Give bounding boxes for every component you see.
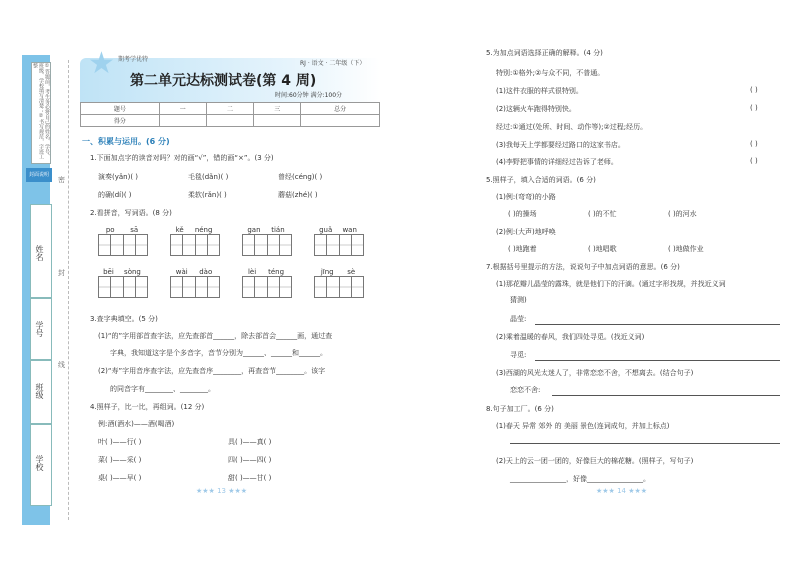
q7-item: (3)西湖的风光太迷人了，非常恋恋不舍，不想离去。(结合句子)	[496, 369, 694, 377]
question-3: 3.查字典填空。(5 分)	[90, 315, 158, 323]
binding-line	[68, 60, 69, 520]
pinyin-grid[interactable]	[314, 268, 364, 298]
answer-paren[interactable]: ( )	[750, 157, 758, 165]
score-cell[interactable]	[301, 115, 380, 127]
pinyin-syllable: tián	[271, 226, 285, 234]
pinyin-grid[interactable]	[242, 226, 292, 256]
pinyin-syllable: dào	[199, 268, 213, 276]
q5-item: (1)这件衣服的样式很特别。	[496, 87, 583, 95]
q4-example: 例:酒(酒水)——酒(喝酒)	[98, 420, 175, 428]
q7-item: (2)乘着温暖的春风，我们四处寻觅。(找近义词)	[496, 333, 645, 341]
brand-text: 期考学优特	[118, 56, 149, 63]
q6-example: (1)例:(弯弯)的小路	[496, 193, 556, 201]
answer-paren[interactable]: ( )	[750, 104, 758, 112]
score-header-cell: 题号	[81, 103, 160, 115]
q3-line: (1)“的”字用部首查字法，应先查部首______，除去部首会______画，通过查	[98, 332, 333, 340]
subject-meta: RJ · 语文 · 二年级（下）	[300, 60, 366, 67]
score-header-cell: 一	[159, 103, 206, 115]
q1-item: 演奏(yǎn)( )	[98, 173, 139, 181]
pinyin-syllable: sā	[130, 226, 139, 234]
score-row-label: 得分	[81, 115, 160, 127]
question-2: 2.看拼音，写词语。(8 分)	[90, 209, 172, 217]
q1-item: 柔软(rǎn)( )	[188, 191, 227, 199]
q3-line: 的同音字有________、________。	[110, 385, 215, 393]
answer-line[interactable]	[510, 443, 780, 444]
score-cell[interactable]	[159, 115, 206, 127]
name-field-box	[30, 204, 52, 298]
answer-line[interactable]	[535, 360, 780, 361]
class-label: 班级	[35, 383, 44, 399]
q4-item: 桌( )——早( )	[98, 474, 142, 482]
q1-item: 蘑菇(zhé)( )	[278, 191, 318, 199]
q1-item: 毛毯(dǎn)( )	[188, 173, 229, 181]
q6-item[interactable]: ( )的河水	[668, 210, 697, 218]
q1-item: 曾经(céng)( )	[278, 173, 323, 181]
pinyin-syllable: wài	[175, 268, 188, 276]
score-header-cell: 总分	[301, 103, 380, 115]
q1-item: 的确(dí)( )	[98, 191, 132, 199]
q6-example: (2)例:(大声)地呼唤	[496, 228, 556, 236]
q7-item: 猜测)	[510, 296, 527, 304]
star-icon: ★	[88, 46, 115, 81]
page-number-right: ★★★ 14 ★★★	[596, 487, 648, 495]
q4-item: 四( )——四( )	[228, 456, 272, 464]
question-7: 7.根据括号里提示的方法，说说句子中加点词语的意思。(6 分)	[486, 263, 680, 271]
name-field-label: 姓名	[35, 245, 44, 261]
page-number-left: ★★★ 13 ★★★	[196, 487, 248, 495]
pinyin-syllable: gan	[247, 226, 261, 234]
q7-label: 寻觅:	[510, 351, 527, 359]
pinyin-grid[interactable]	[314, 226, 364, 256]
pinyin-grid[interactable]	[98, 268, 148, 298]
answer-paren[interactable]: ( )	[750, 140, 758, 148]
pinyin-syllable: sè	[347, 268, 356, 276]
pinyin-syllable: lèi	[247, 268, 257, 276]
q3-line: (2)“寿”字用音序查字法，应先查音序________，再查音节________。该字	[98, 367, 326, 375]
class-box	[30, 360, 52, 424]
pinyin-grid[interactable]	[98, 226, 148, 256]
q8-answer-template[interactable]: ________________，好像________________。	[510, 475, 650, 483]
student-id-label: 学号	[35, 321, 44, 337]
score-table	[80, 102, 380, 127]
pinyin-syllable: po	[105, 226, 115, 234]
q4-item: 菜( )——采( )	[98, 456, 142, 464]
q3-line: 字典，我知道这字是个多音字，音节分别为______、______和______。	[110, 349, 327, 357]
q6-item[interactable]: ( )的操场	[508, 210, 537, 218]
q6-item[interactable]: ( )地做作业	[668, 245, 704, 253]
pinyin-grid[interactable]	[242, 268, 292, 298]
question-6: 5.照样子，填入合适的词语。(6 分)	[486, 176, 596, 184]
answer-line[interactable]	[552, 395, 780, 396]
q8-item: (2)天上的云一团一团的，好像巨大的棉花糖。(照样子，写句子)	[496, 457, 694, 465]
q5-item: (2)这辆火车跑得特别快。	[496, 105, 576, 113]
question-8: 8.句子加工厂。(6 分)	[486, 405, 554, 413]
bind-mark-feng: 封	[58, 269, 65, 277]
school-label: 学校	[35, 455, 44, 471]
q5-definition: 经过:①通过(处所、时间、动作等);②过程;经历。	[496, 123, 648, 131]
q7-label: 恋恋不舍:	[510, 386, 541, 394]
question-4: 4.照样子，比一比，再组词。(12 分)	[90, 403, 205, 411]
bind-mark-xian: 线	[58, 361, 65, 369]
section-title: 一、积累与运用。(6 分)	[82, 137, 170, 146]
pinyin-syllable: bēi	[103, 268, 114, 276]
question-5: 5.为加点词语选择正确的解释。(4 分)	[486, 49, 603, 57]
time-score-info: 时间:60分钟 满分:100分	[275, 92, 343, 99]
school-box	[30, 424, 52, 506]
sidebar-note: ①答题前，考生务必将自己的姓名、学号、班级、学校填写清楚；②书写规范，字迹工整	[31, 62, 51, 164]
pinyin-syllable: néng	[194, 226, 213, 234]
q4-item: 具( )——真( )	[228, 438, 272, 446]
q6-item[interactable]: ( )地唱歌	[588, 245, 617, 253]
q7-item: (1)那花瓣儿晶莹的露珠，就是他们下的汗滴。(通过字形找规，并找近义词	[496, 280, 726, 288]
pinyin-syllable: wan	[342, 226, 357, 234]
q6-item[interactable]: ( )的不忙	[588, 210, 617, 218]
pinyin-grid[interactable]	[170, 226, 220, 256]
q8-item: (1)春天 异常 郊外 的 美丽 景色(连词成句，并加上标点)	[496, 422, 670, 430]
pinyin-syllable: kě	[175, 226, 184, 234]
student-id-box	[30, 298, 52, 360]
page-title: 第二单元达标测试卷(第 4 周)	[130, 73, 317, 89]
sidebar-tab: 封面说明	[26, 168, 52, 182]
q6-item[interactable]: ( )地跑着	[508, 245, 537, 253]
q4-item: 叶( )——行( )	[98, 438, 142, 446]
q7-label: 晶莹:	[510, 315, 527, 323]
score-cell[interactable]	[254, 115, 301, 127]
answer-line[interactable]	[535, 324, 780, 325]
score-cell[interactable]	[206, 115, 253, 127]
q4-item: 甜( )——甘( )	[228, 474, 272, 482]
q5-item: (3)我每天上学都要经过路口的这家书店。	[496, 141, 625, 149]
pinyin-syllable: téng	[268, 268, 285, 276]
answer-paren[interactable]: ( )	[750, 86, 758, 94]
q5-definition: 特别:①格外;②与众不同，不普通。	[496, 69, 605, 77]
q5-item: (4)李野把事情的详细经过告诉了老师。	[496, 158, 618, 166]
question-1: 1.下面加点字的读音对吗？对的画“√”，错的画“×”。(3 分)	[90, 154, 274, 162]
score-header-cell: 二	[206, 103, 253, 115]
pinyin-syllable: jīng	[320, 268, 334, 276]
bind-mark-mi: 密	[58, 176, 65, 184]
score-header-cell: 三	[254, 103, 301, 115]
pinyin-syllable: guǎ	[319, 226, 333, 234]
pinyin-syllable: sòng	[124, 268, 141, 276]
pinyin-grid[interactable]	[170, 268, 220, 298]
